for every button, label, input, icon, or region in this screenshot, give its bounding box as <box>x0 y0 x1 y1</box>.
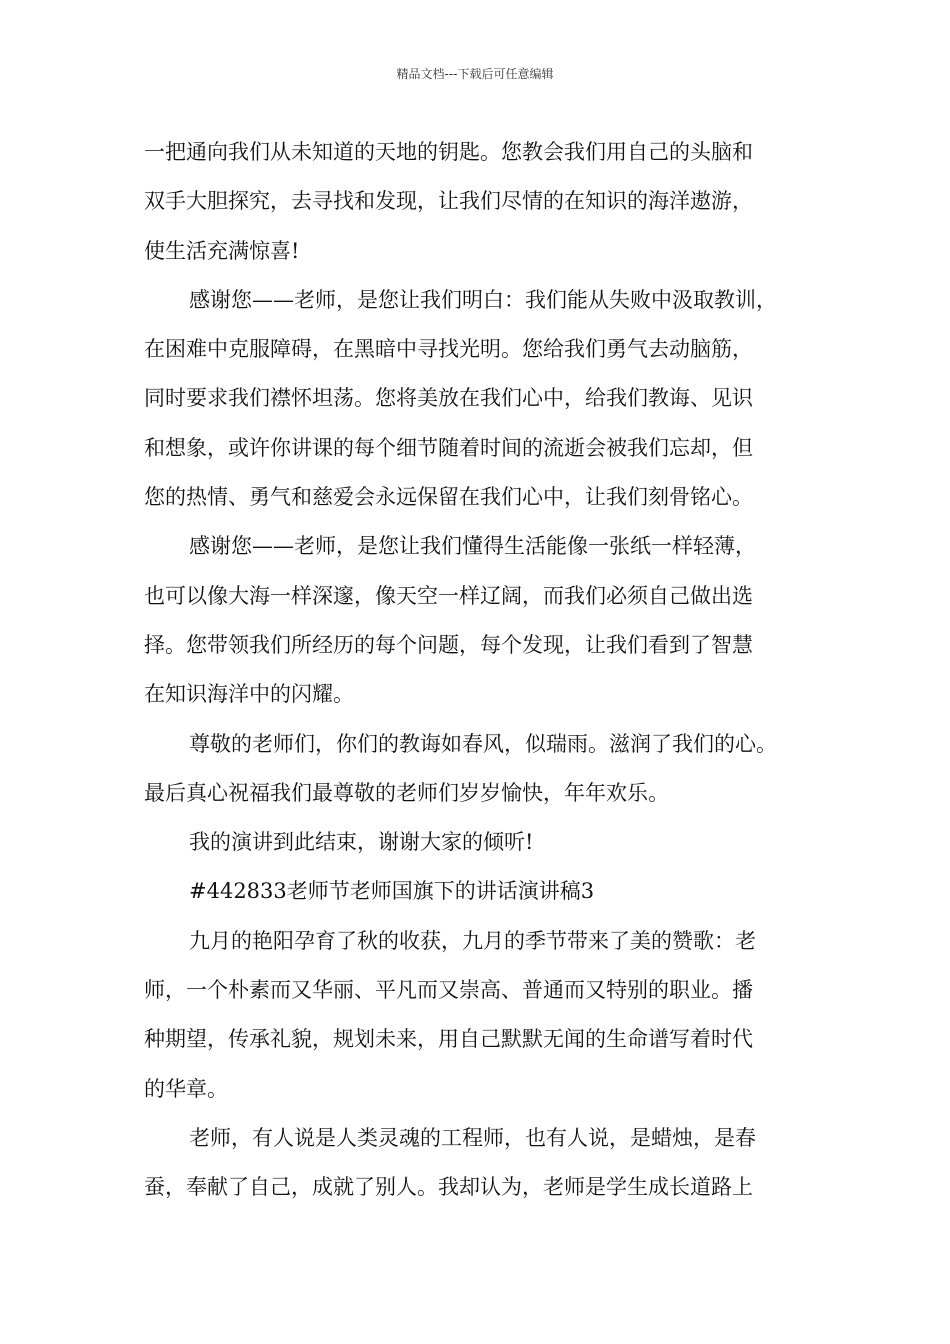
text-line: 师，一个朴素而又华丽、平凡而又崇高、普通而又特别的职业。播 <box>144 978 753 1003</box>
text-line: 最后真心祝福我们最尊敬的老师们岁岁愉快，年年欢乐。 <box>144 780 669 805</box>
text-line: 使生活充满惊喜! <box>144 238 300 263</box>
text-line: 老师，有人说是人类灵魂的工程师，也有人说，是蜡烛，是春 <box>189 1125 756 1150</box>
text-line: 种期望，传承礼貌，规划未来，用自己默默无闻的生命谱写着时代 <box>144 1027 753 1052</box>
text-line: 在困难中克服障碍，在黑暗中寻找光明。您给我们勇气去动脑筋， <box>144 337 753 362</box>
page-header: 精品文档---下载后可任意编辑 <box>396 67 554 81</box>
text-line: 您的热情、勇气和慈爱会永远保留在我们心中，让我们刻骨铭心。 <box>144 485 753 510</box>
text-line: 择。您带领我们所经历的每个问题，每个发现，让我们看到了智慧 <box>144 632 753 657</box>
text-line: 双手大胆探究，去寻找和发现，让我们尽情的在知识的海洋遨游， <box>144 189 753 214</box>
text-line: 感谢您——老师，是您让我们明白：我们能从失败中汲取教训， <box>189 287 777 312</box>
text-line: 蚕，奉献了自己，成就了别人。我却认为，老师是学生成长道路上 <box>144 1175 753 1200</box>
text-line: 同时要求我们襟怀坦荡。您将美放在我们心中，给我们教诲、见识 <box>144 386 753 411</box>
text-line: 一把通向我们从未知道的天地的钥匙。您教会我们用自己的头脑和 <box>144 140 753 164</box>
text-line: 九月的艳阳孕育了秋的收获，九月的季节带来了美的赞歌：老 <box>189 928 756 953</box>
text-line: 感谢您——老师，是您让我们懂得生活能像一张纸一样轻薄， <box>189 534 756 559</box>
text-line: 我的演讲到此结束，谢谢大家的倾听! <box>189 830 534 855</box>
text-line: 在知识海洋中的闪耀。 <box>144 682 354 707</box>
text-line: 也可以像大海一样深邃，像天空一样辽阔，而我们必须自己做出选 <box>144 583 753 608</box>
text-line: 的华章。 <box>144 1076 228 1101</box>
section-title: #442833老师节老师国旗下的讲话演讲稿3 <box>189 879 595 904</box>
text-line: 和想象，或许你讲课的每个细节随着时间的流逝会被我们忘却，但 <box>144 435 753 460</box>
text-line: 尊敬的老师们，你们的教诲如春风，似瑞雨。滋润了我们的心。 <box>189 731 777 756</box>
document-body <box>144 133 824 1218</box>
